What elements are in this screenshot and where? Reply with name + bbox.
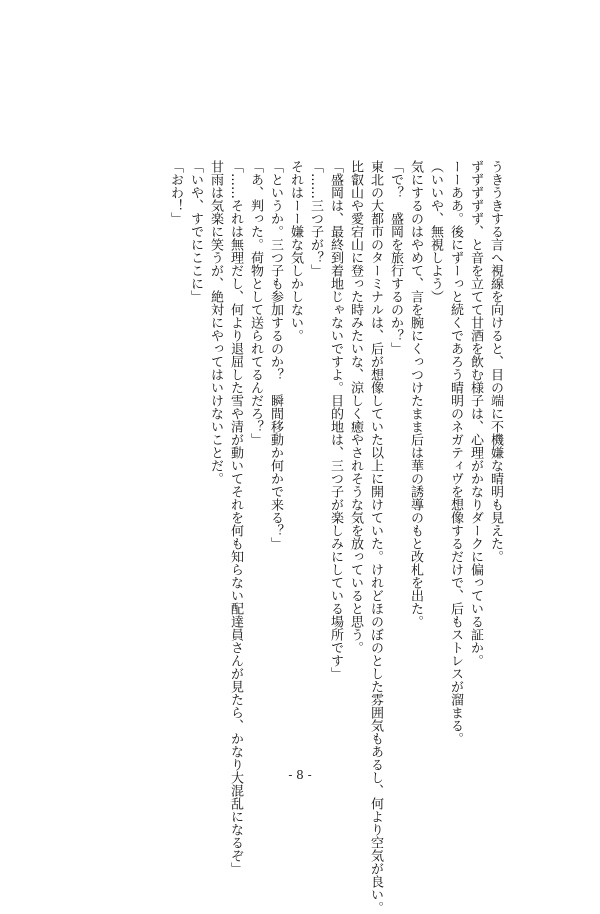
text-line: ーーああ。後にずーっと続くであろう晴明のネガティヴを想像するだけで、后もストレスが溜まる。 bbox=[448, 160, 463, 745]
text-line: 「盛岡は、最終到着地じゃないですよ。目的地は、三つ子が楽しみにしている場所です」 bbox=[328, 160, 343, 680]
text-line: 東北の大都市のターミナルは、后が想像していた以上に開けていた。けれどほのぼのとした雰囲気もあるし、何より空気が良い。 bbox=[368, 160, 383, 914]
text-line: 気にするのはやめて、言を腕にくっつけたまま后は華の誘導のもと改札を出た。 bbox=[408, 160, 423, 628]
text-line: 「……三つ子が？」 bbox=[308, 160, 323, 277]
text-line: 甘雨は気楽に笑うが、絶対にやってはいけないことだ。 bbox=[208, 160, 223, 485]
text-line: 「おわ！」 bbox=[168, 160, 183, 225]
body-text bbox=[85, 160, 505, 914]
text-line: 「で？ 盛岡を旅行するのか？」 bbox=[388, 160, 403, 355]
text-line: 「というか。三つ子も参加するのか？ 瞬間移動か何かで来る？」 bbox=[268, 160, 283, 550]
text-line: 比叡山や愛宕山に登った時みたいな、涼しく癒やされそうな気を放っていると思う。 bbox=[348, 160, 363, 654]
text-line: ずずずずず、と音を立てて甘酒を飲む様子は、心理がかなりダークに偏っている証か。 bbox=[468, 160, 483, 667]
text-line: 「……それは無理だし、何より退屈した雪や清が動いてそれを何も知らない配達員さんが見たら、かなり大混乱になるぞ」 bbox=[228, 160, 243, 875]
page-number: - 8 - bbox=[288, 768, 312, 782]
text-line: それはーー嫌な気しかしない。 bbox=[288, 160, 303, 342]
text-line: 「あ、判った。荷物として送られてるんだろ？」 bbox=[248, 160, 263, 446]
text-line: 「いや、すでにここに」 bbox=[188, 160, 203, 303]
text-line: （いいや、無視しよう） bbox=[428, 160, 443, 303]
text-line: うきうきする言へ視線を向けると、目の端に不機嫌な晴明も見えた。 bbox=[488, 160, 503, 563]
